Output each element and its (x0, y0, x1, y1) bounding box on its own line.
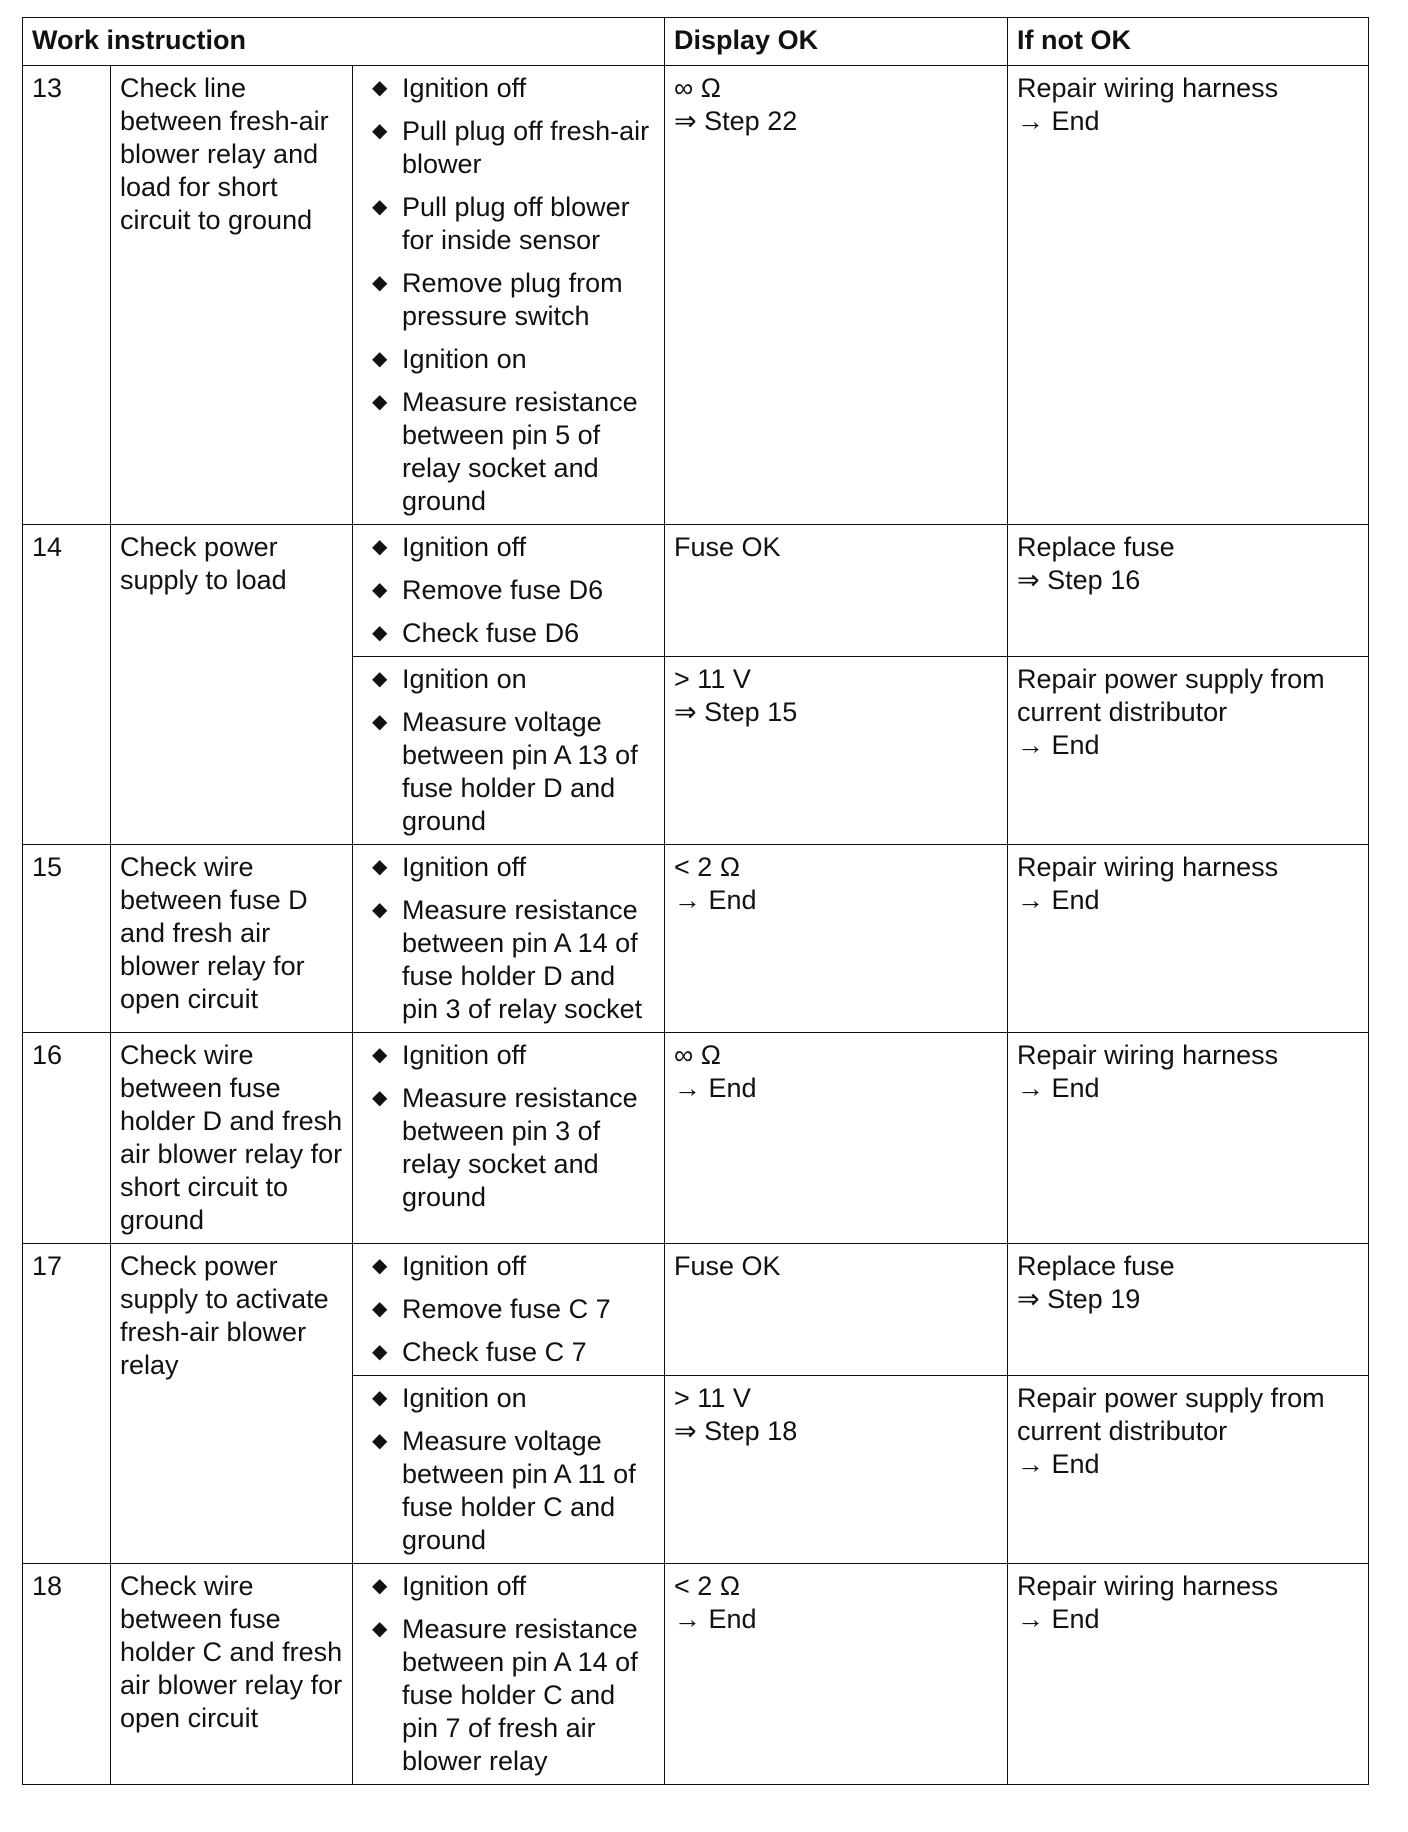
action-text: Ignition on (402, 1383, 527, 1413)
display-ok-cell (665, 525, 1008, 657)
action-item (362, 386, 656, 518)
action-item (362, 267, 656, 333)
action-item (362, 574, 656, 607)
if-not-ok-cell (1008, 525, 1369, 657)
step-description: Check line between fresh-air blower relay and load for short circuit to ground (111, 66, 353, 525)
action-text: Check fuse D6 (402, 618, 580, 648)
display-ok-line: > 11 V (674, 664, 751, 694)
action-text: Ignition off (402, 1571, 527, 1601)
step-description: Check wire between fuse holder D and fresh air blower relay for short circuit to ground (111, 1033, 353, 1244)
if-not-ok-line: → End (1017, 1604, 1100, 1634)
table-row (23, 845, 1369, 1033)
diamond-bullet-icon: ◆ (372, 1087, 388, 1109)
header-if-not-ok: If not OK (1008, 18, 1369, 66)
diamond-bullet-icon: ◆ (372, 348, 388, 370)
if-not-ok-line: Repair power supply from current distributor (1017, 664, 1325, 727)
if-not-ok-cell (1008, 66, 1369, 525)
action-text: Measure resistance between pin 5 of relay socket and ground (402, 387, 638, 516)
table-row (23, 66, 1369, 525)
display-ok-line: ⇒ Step 22 (674, 106, 798, 136)
action-list (362, 851, 656, 1026)
if-not-ok-line: Replace fuse (1017, 532, 1175, 562)
action-item (362, 851, 656, 884)
action-text: Measure voltage between pin A 11 of fuse holder C and ground (402, 1426, 636, 1555)
diamond-bullet-icon: ◆ (372, 711, 388, 733)
action-list-cell (353, 1376, 665, 1564)
diamond-bullet-icon: ◆ (372, 1341, 388, 1363)
diamond-bullet-icon: ◆ (372, 1298, 388, 1320)
if-not-ok-line: → End (1017, 885, 1100, 915)
diamond-bullet-icon: ◆ (372, 272, 388, 294)
display-ok-cell (665, 1564, 1008, 1785)
diamond-bullet-icon: ◆ (372, 1575, 388, 1597)
display-ok-line: ∞ Ω (674, 73, 721, 103)
action-list-cell (353, 1564, 665, 1785)
action-text: Measure resistance between pin A 14 of fuse holder C and pin 7 of fresh air blower relay (402, 1614, 638, 1776)
display-ok-line: < 2 Ω (674, 1571, 741, 1601)
action-item (362, 1250, 656, 1283)
if-not-ok-line: ⇒ Step 19 (1017, 1284, 1141, 1314)
display-ok-line: < 2 Ω (674, 852, 741, 882)
action-text: Remove fuse C 7 (402, 1294, 611, 1324)
action-item (362, 894, 656, 1026)
if-not-ok-line: Repair wiring harness (1017, 73, 1279, 103)
action-list-cell (353, 845, 665, 1033)
action-text: Ignition on (402, 664, 527, 694)
action-text: Check fuse C 7 (402, 1337, 587, 1367)
action-list (362, 1039, 656, 1214)
header-work-instruction: Work instruction (23, 18, 665, 66)
action-text: Ignition on (402, 344, 527, 374)
action-text: Remove fuse D6 (402, 575, 604, 605)
display-ok-cell (665, 1376, 1008, 1564)
action-text: Ignition off (402, 1040, 527, 1070)
action-list (362, 1570, 656, 1778)
display-ok-cell (665, 1244, 1008, 1376)
step-number: 16 (23, 1033, 111, 1244)
display-ok-line: > 11 V (674, 1383, 751, 1413)
display-ok-cell (665, 66, 1008, 525)
action-list (362, 531, 656, 650)
action-text: Ignition off (402, 1251, 527, 1281)
action-text: Measure resistance between pin 3 of relay socket and ground (402, 1083, 638, 1212)
if-not-ok-line: → End (1017, 730, 1100, 760)
if-not-ok-cell (1008, 657, 1369, 845)
display-ok-line: Fuse OK (674, 1251, 781, 1281)
if-not-ok-line: → End (1017, 106, 1100, 136)
diamond-bullet-icon: ◆ (372, 579, 388, 601)
step-number: 15 (23, 845, 111, 1033)
table-row (23, 1244, 1369, 1376)
table-body (23, 66, 1369, 1785)
display-ok-line: → End (674, 885, 757, 915)
display-ok-line: ∞ Ω (674, 1040, 721, 1070)
action-list-cell (353, 1033, 665, 1244)
action-item (362, 1382, 656, 1415)
diamond-bullet-icon: ◆ (372, 1387, 388, 1409)
action-item (362, 1082, 656, 1214)
action-item (362, 72, 656, 105)
action-list (362, 72, 656, 518)
diamond-bullet-icon: ◆ (372, 668, 388, 690)
display-ok-line: ⇒ Step 15 (674, 697, 798, 727)
diamond-bullet-icon: ◆ (372, 536, 388, 558)
action-item (362, 115, 656, 181)
step-description: Check power supply to load (111, 525, 353, 845)
display-ok-line: → End (674, 1604, 757, 1634)
header-display-ok: Display OK (665, 18, 1008, 66)
action-text: Ignition off (402, 532, 527, 562)
action-list (362, 663, 656, 838)
action-text: Ignition off (402, 852, 527, 882)
if-not-ok-line: → End (1017, 1449, 1100, 1479)
diamond-bullet-icon: ◆ (372, 899, 388, 921)
diamond-bullet-icon: ◆ (372, 77, 388, 99)
display-ok-line: ⇒ Step 18 (674, 1416, 798, 1446)
display-ok-cell (665, 1033, 1008, 1244)
display-ok-line: → End (674, 1073, 757, 1103)
table-row (23, 1564, 1369, 1785)
diamond-bullet-icon: ◆ (372, 1044, 388, 1066)
diamond-bullet-icon: ◆ (372, 1430, 388, 1452)
work-instruction-table (22, 17, 1369, 1785)
step-description: Check wire between fuse D and fresh air blower relay for open circuit (111, 845, 353, 1033)
action-text: Pull plug off fresh-air blower (402, 116, 650, 179)
action-list (362, 1250, 656, 1369)
step-number: 17 (23, 1244, 111, 1564)
action-list-cell (353, 525, 665, 657)
step-number: 13 (23, 66, 111, 525)
table-row (23, 525, 1369, 657)
step-description: Check power supply to activate fresh-air blower relay (111, 1244, 353, 1564)
action-list-cell (353, 66, 665, 525)
diamond-bullet-icon: ◆ (372, 120, 388, 142)
action-text: Measure resistance between pin A 14 of fuse holder D and pin 3 of relay socket (402, 895, 643, 1024)
if-not-ok-line: Repair wiring harness (1017, 852, 1279, 882)
action-text: Ignition off (402, 73, 527, 103)
display-ok-line: Fuse OK (674, 532, 781, 562)
action-item (362, 617, 656, 650)
if-not-ok-line: → End (1017, 1073, 1100, 1103)
if-not-ok-cell (1008, 1376, 1369, 1564)
action-item (362, 706, 656, 838)
table-row (23, 1033, 1369, 1244)
action-item (362, 1293, 656, 1326)
action-text: Measure voltage between pin A 13 of fuse holder D and ground (402, 707, 638, 836)
action-item (362, 1425, 656, 1557)
diamond-bullet-icon: ◆ (372, 1618, 388, 1640)
if-not-ok-cell (1008, 845, 1369, 1033)
diamond-bullet-icon: ◆ (372, 622, 388, 644)
if-not-ok-cell (1008, 1564, 1369, 1785)
action-list (362, 1382, 656, 1557)
action-item (362, 191, 656, 257)
action-item (362, 1336, 656, 1369)
diamond-bullet-icon: ◆ (372, 391, 388, 413)
action-list-cell (353, 1244, 665, 1376)
action-item (362, 663, 656, 696)
display-ok-cell (665, 845, 1008, 1033)
if-not-ok-line: Repair wiring harness (1017, 1040, 1279, 1070)
action-item (362, 1613, 656, 1778)
action-item (362, 1570, 656, 1603)
step-description: Check wire between fuse holder C and fresh air blower relay for open circuit (111, 1564, 353, 1785)
diamond-bullet-icon: ◆ (372, 196, 388, 218)
diamond-bullet-icon: ◆ (372, 856, 388, 878)
step-number: 14 (23, 525, 111, 845)
if-not-ok-line: Repair power supply from current distributor (1017, 1383, 1325, 1446)
if-not-ok-line: Repair wiring harness (1017, 1571, 1279, 1601)
if-not-ok-cell (1008, 1033, 1369, 1244)
if-not-ok-line: Replace fuse (1017, 1251, 1175, 1281)
diamond-bullet-icon: ◆ (372, 1255, 388, 1277)
if-not-ok-line: ⇒ Step 16 (1017, 565, 1141, 595)
action-item (362, 1039, 656, 1072)
action-item (362, 343, 656, 376)
action-list-cell (353, 657, 665, 845)
table-header-row (23, 18, 1369, 66)
action-text: Pull plug off blower for inside sensor (402, 192, 630, 255)
if-not-ok-cell (1008, 1244, 1369, 1376)
action-item (362, 531, 656, 564)
step-number: 18 (23, 1564, 111, 1785)
display-ok-cell (665, 657, 1008, 845)
action-text: Remove plug from pressure switch (402, 268, 623, 331)
